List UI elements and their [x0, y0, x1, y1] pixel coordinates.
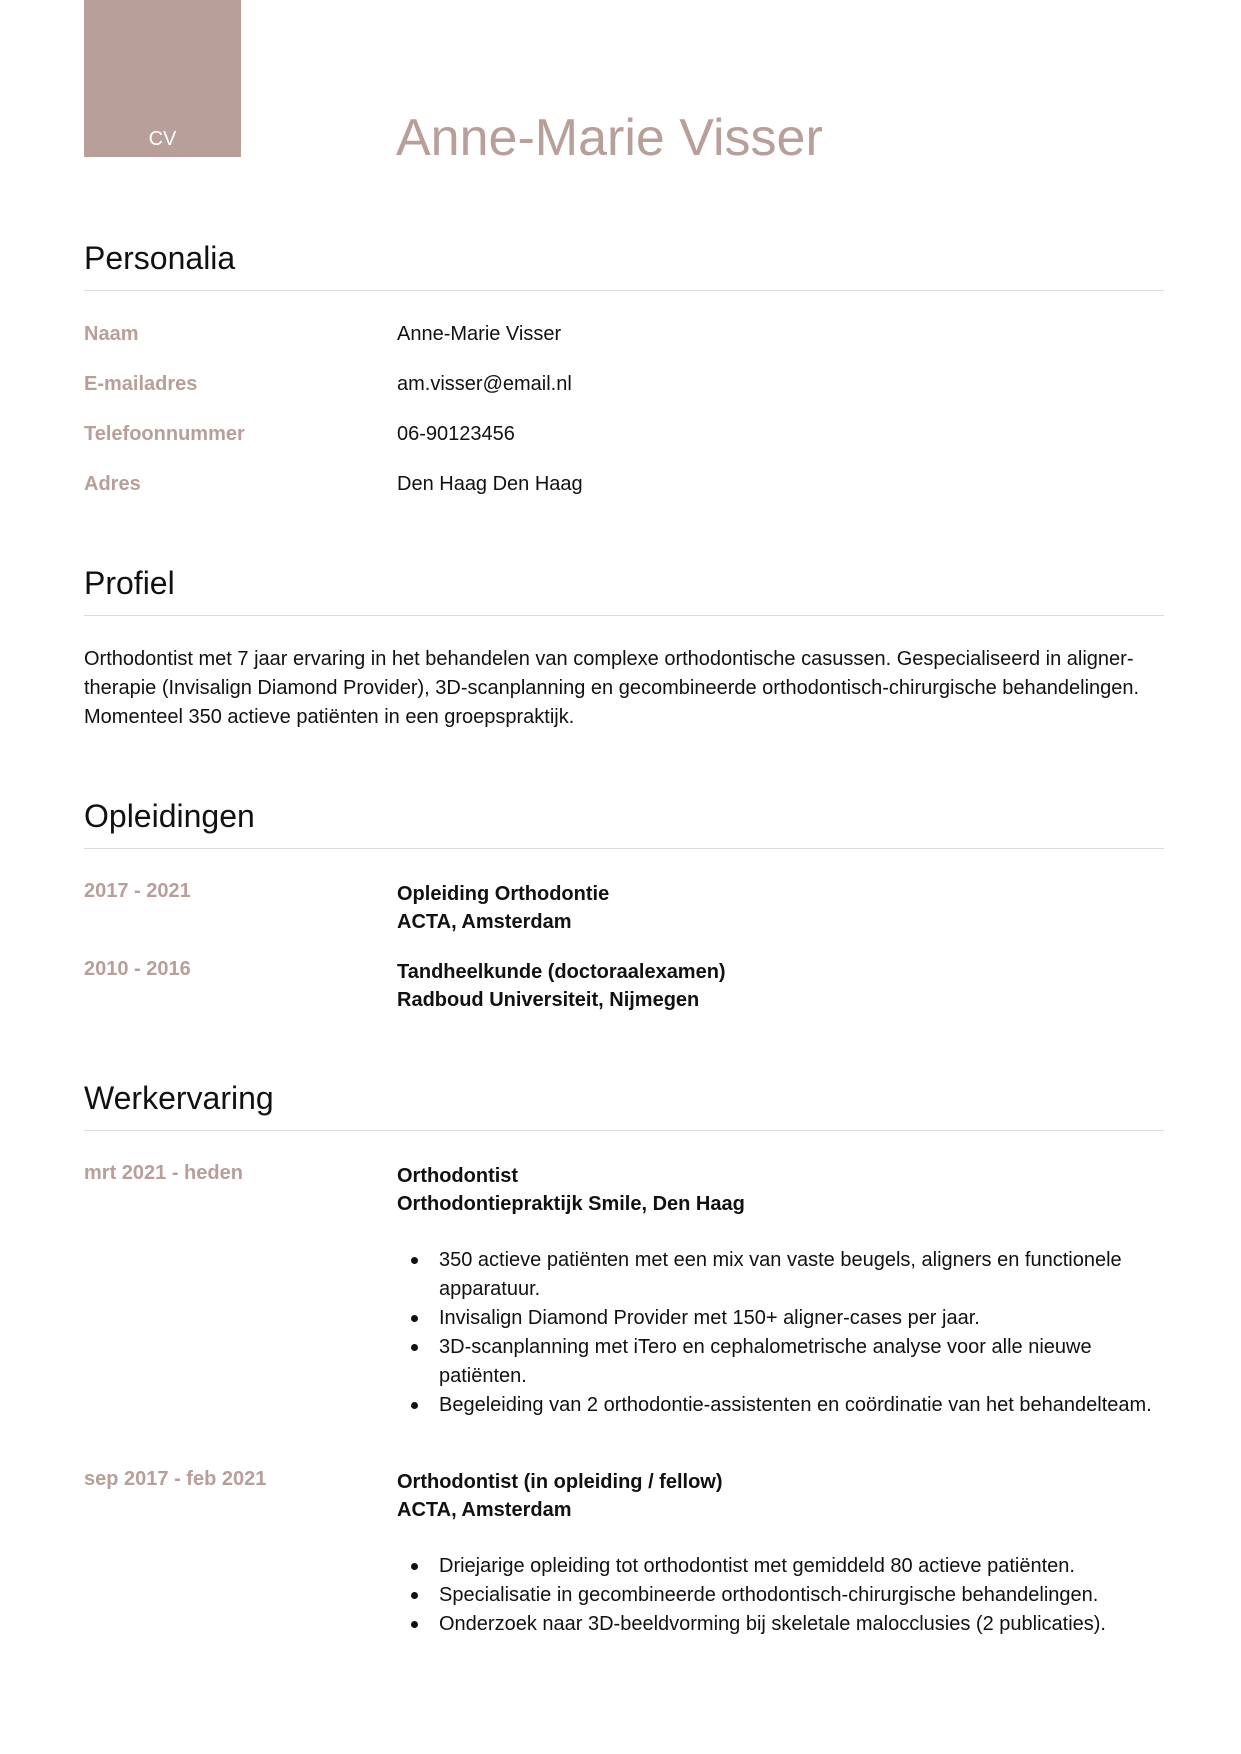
work-details	[397, 1468, 1164, 1639]
section-personalia	[84, 238, 1164, 523]
list-item: 350 actieve patiënten met een mix van vaste beugels, aligners en functionele apparatuur.	[397, 1246, 1164, 1304]
personalia-label: Telefoonnummer	[84, 423, 245, 445]
section-heading-personalia: Personalia	[84, 238, 1164, 291]
education-item	[84, 958, 1164, 1036]
work-bullets	[397, 1552, 1164, 1639]
education-details	[397, 958, 726, 1014]
personalia-value: 06-90123456	[397, 423, 515, 445]
work-period: mrt 2021 - heden	[84, 1162, 243, 1184]
work-bullets	[397, 1246, 1164, 1420]
education-details	[397, 880, 609, 936]
education-institution: ACTA, Amsterdam	[397, 911, 572, 933]
education-period: 2010 - 2016	[84, 958, 191, 980]
education-item	[84, 880, 1164, 958]
personalia-value: Den Haag Den Haag	[397, 473, 583, 495]
profiel-text: Orthodontist met 7 jaar ervaring in het behandelen van complexe orthodontische casussen. Gespecialiseerd in aligner-therapie (Invisalign Diamond Provider), 3D-scanplanning en gecombineerde orthodontisch-chirurgische behandelingen. Momenteel 350 actieve patiënten in een groepspraktijk.	[84, 648, 1140, 728]
section-heading-profiel: Profiel	[84, 563, 1164, 616]
list-item: Begeleiding van 2 orthodontie-assistenten en coördinatie van het behandelteam.	[397, 1391, 1164, 1420]
section-heading-opleidingen: Opleidingen	[84, 796, 1164, 849]
work-item	[84, 1162, 1164, 1468]
personalia-row-naam	[84, 323, 1164, 373]
work-period: sep 2017 - feb 2021	[84, 1468, 267, 1490]
personalia-value: am.visser@email.nl	[397, 373, 572, 395]
personalia-row-email	[84, 373, 1164, 423]
list-item: 3D-scanplanning met iTero en cephalometrische analyse voor alle nieuwe patiënten.	[397, 1333, 1164, 1391]
section-profiel	[84, 563, 1164, 732]
cv-badge-label: CV	[148, 128, 177, 150]
education-title: Tandheelkunde (doctoraalexamen)	[397, 961, 726, 983]
education-institution: Radboud Universiteit, Nijmegen	[397, 989, 700, 1011]
education-period: 2017 - 2021	[84, 880, 191, 902]
list-item: Invisalign Diamond Provider met 150+ aligner-cases per jaar.	[397, 1304, 1164, 1333]
work-employer: Orthodontiepraktijk Smile, Den Haag	[397, 1193, 745, 1215]
personalia-row-telefoon	[84, 423, 1164, 473]
section-heading-werkervaring: Werkervaring	[84, 1078, 1164, 1131]
page-title: Anne-Marie Visser	[396, 109, 823, 167]
personalia-label: Adres	[84, 473, 141, 495]
list-item: Driejarige opleiding tot orthodontist met gemiddeld 80 actieve patiënten.	[397, 1552, 1164, 1581]
work-title: Orthodontist	[397, 1165, 519, 1187]
work-item	[84, 1468, 1164, 1648]
personalia-value: Anne-Marie Visser	[397, 323, 562, 345]
work-title: Orthodontist (in opleiding / fellow)	[397, 1471, 723, 1493]
work-employer: ACTA, Amsterdam	[397, 1499, 572, 1521]
section-werkervaring	[84, 1078, 1164, 1648]
list-item: Specialisatie in gecombineerde orthodontisch-chirurgische behandelingen.	[397, 1581, 1164, 1610]
cv-badge	[84, 0, 241, 157]
work-details	[397, 1162, 1164, 1420]
personalia-label: E-mailadres	[84, 373, 198, 395]
list-item: Onderzoek naar 3D-beeldvorming bij skeletale malocclusies (2 publicaties).	[397, 1610, 1164, 1639]
personalia-row-adres	[84, 473, 1164, 523]
education-title: Opleiding Orthodontie	[397, 883, 610, 905]
personalia-label: Naam	[84, 323, 139, 345]
section-opleidingen	[84, 796, 1164, 1036]
